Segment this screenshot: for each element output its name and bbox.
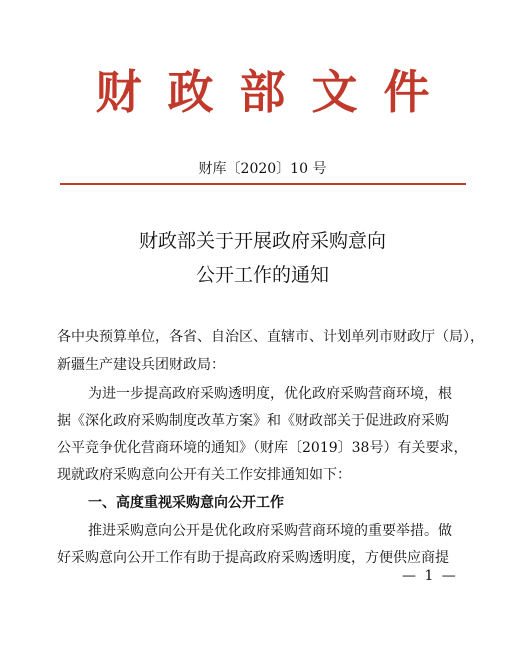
intro-line-1: 为进一步提高政府采购透明度，优化政府采购营商环境，根 — [88, 386, 452, 402]
section-1-heading: 一、高度重视采购意向公开工作 — [88, 495, 284, 511]
page-number: — 1 — — [402, 568, 458, 584]
document-header-title: 财政部文件 — [95, 65, 456, 119]
addressee-line-2: 新疆生产建设兵团财政局： — [57, 357, 225, 373]
notice-title-line-2: 公开工作的通知 — [195, 264, 329, 286]
section-1-line-2: 好采购意向公开工作有助于提高政府采购透明度，方便供应商提 — [57, 550, 449, 566]
document-number: 财库〔2020〕10 号 — [198, 161, 327, 177]
section-1-line-1: 推进采购意向公开是优化政府采购营商环境的重要举措。做 — [88, 523, 452, 539]
intro-line-4: 现就政府采购意向公开有关工作安排通知如下： — [57, 467, 351, 483]
intro-line-2: 据《深化政府采购制度改革方案》和《财政部关于促进政府采购 — [57, 413, 449, 429]
header-divider — [60, 183, 466, 185]
addressee-line-1: 各中央预算单位，各省、自治区、直辖市、计划单列市财政厅（局）， — [57, 329, 484, 345]
notice-title-line-1: 财政部关于开展政府采购意向 — [138, 230, 386, 252]
intro-line-3: 公平竞争优化营商环境的通知》（财库〔2019〕38号）有关要求， — [57, 440, 468, 456]
